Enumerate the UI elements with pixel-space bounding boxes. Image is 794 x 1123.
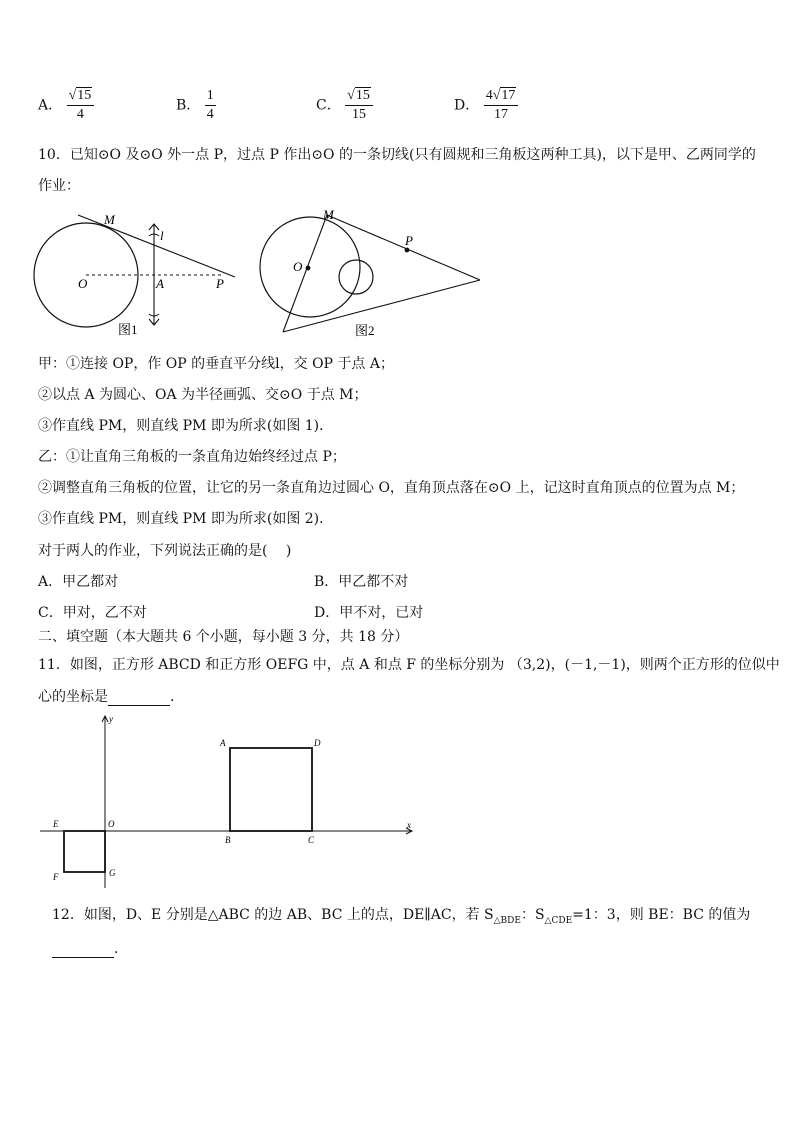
- period: ．: [114, 941, 128, 957]
- label-y: y: [109, 714, 113, 724]
- q10-text-line1: 10．已知⊙O 及⊙O 外一点 P，过点 P 作出⊙O 的一条切线(只有圆规和三角板这两种工具)，以下是甲、乙两同学的: [38, 147, 756, 163]
- label-a: A: [156, 276, 164, 291]
- q12-answer-line: [52, 940, 128, 958]
- label-l: l: [160, 228, 164, 243]
- triangle-side-hypotenuse: [283, 280, 480, 332]
- tangent-line-pm: [78, 215, 235, 277]
- q12-part1: 12．如图，D、E 分别是△ABC 的边 AB、BC 上的点，DE∥AC，若 S: [52, 907, 494, 923]
- period: ．: [170, 689, 184, 705]
- fraction: $\frac{4√17}{17}$: [484, 88, 519, 123]
- q10-step-jia-3: ③作直线 PM，则直线 PM 即为所求(如图 1)．: [38, 418, 334, 434]
- q10-step-yi-2: ②调整直角三角板的位置，让它的另一条直角边过圆心 O，直角顶点落在⊙O 上，记这时直角顶点的位置为点 M；: [38, 480, 745, 496]
- coefficient: 4: [485, 88, 493, 103]
- q10-step-jia-1: 甲：①连接 OP，作 OP 的垂直平分线l，交 OP 于点 A；: [38, 356, 394, 372]
- q11-text-line2: [38, 688, 184, 706]
- label-e: E: [53, 819, 59, 829]
- section-heading-fill-in: 二、填空题（本大题共 6 个小题，每小题 3 分，共 18 分）: [38, 629, 409, 645]
- label-d: D: [314, 738, 321, 748]
- figure-caption: 图2: [355, 323, 375, 338]
- denominator: 4: [76, 107, 84, 122]
- point-o: [306, 266, 311, 271]
- label-o: O: [293, 259, 303, 274]
- q10-option-d: D．甲不对，已对: [314, 605, 424, 621]
- q10-figure-1: [30, 210, 250, 340]
- label-m: M: [104, 212, 115, 227]
- q9-option-b: [176, 88, 216, 123]
- q11-prompt: 心的坐标是: [38, 689, 108, 705]
- denominator: 15: [352, 107, 367, 122]
- label-m: M: [323, 207, 334, 222]
- q10-option-b: B．甲乙都不对: [314, 574, 409, 590]
- denominator: 17: [494, 107, 509, 122]
- option-label: B．: [176, 97, 201, 114]
- q10-figure-2: [255, 205, 495, 343]
- denominator: 4: [206, 107, 214, 122]
- q11-text-line1: 11．如图，正方形 ABCD 和正方形 OEFG 中，点 A 和点 F 的坐标分别为 （3,2)，(－1,－1)，则两个正方形的位似中: [38, 657, 780, 673]
- square-abcd: [230, 748, 312, 831]
- option-label: A．: [38, 97, 63, 114]
- answer-blank: [108, 691, 170, 706]
- square-oefg: [64, 831, 105, 872]
- q10-question: 对于两人的作业，下列说法正确的是( ): [38, 543, 292, 559]
- label-p: P: [216, 276, 224, 291]
- q10-step-yi-1: 乙：①让直角三角板的一条直角边始终经过点 P；: [38, 449, 346, 465]
- radicand: 15: [355, 88, 370, 103]
- label-p: P: [405, 233, 413, 248]
- q10-text-line2: 作业：: [38, 178, 80, 194]
- fraction: $\frac{√15}{15}$: [345, 88, 373, 123]
- q10-option-c: C．甲对，乙不对: [38, 605, 147, 621]
- q12-part3: =1：3，则 BE：BC 的值为: [572, 907, 751, 923]
- q11-figure: [40, 710, 420, 890]
- option-label: D．: [454, 97, 480, 114]
- fraction: $\frac{√15}{4}$: [67, 88, 95, 123]
- q9-option-d: [454, 88, 518, 123]
- triangle-side-mp: [327, 215, 480, 280]
- label-o: O: [78, 276, 88, 291]
- q12-part2: ：S: [520, 907, 545, 923]
- q9-option-a: [38, 88, 94, 123]
- q10-step-jia-2: ②以点 A 为圆心、OA 为半径画弧、交⊙O 于点 M；: [38, 387, 368, 403]
- point-p: [405, 248, 410, 253]
- fraction: [205, 88, 216, 123]
- label-f: F: [53, 872, 59, 882]
- label-x: x: [407, 820, 411, 830]
- q10-option-a: A．甲乙都对: [38, 574, 119, 590]
- figure-caption: 图1: [118, 322, 138, 337]
- q10-step-yi-3: ③作直线 PM，则直线 PM 即为所求(如图 2)．: [38, 511, 334, 527]
- label-c: C: [308, 835, 315, 845]
- label-a: A: [220, 738, 226, 748]
- triangle-side-mo: [283, 215, 327, 332]
- answer-blank: [52, 943, 114, 958]
- option-label: C．: [316, 97, 341, 114]
- numerator: 1: [205, 88, 216, 106]
- radicand: 17: [501, 88, 516, 103]
- q12-text: [52, 906, 750, 930]
- subscript-bde: △BDE: [493, 915, 521, 926]
- radicand: 15: [77, 88, 92, 103]
- label-g: G: [109, 868, 116, 878]
- subscript-cde: △CDE: [544, 915, 573, 926]
- label-o: O: [108, 819, 115, 829]
- q9-option-c: [316, 88, 373, 123]
- small-circle: [339, 260, 373, 294]
- label-b: B: [225, 835, 231, 845]
